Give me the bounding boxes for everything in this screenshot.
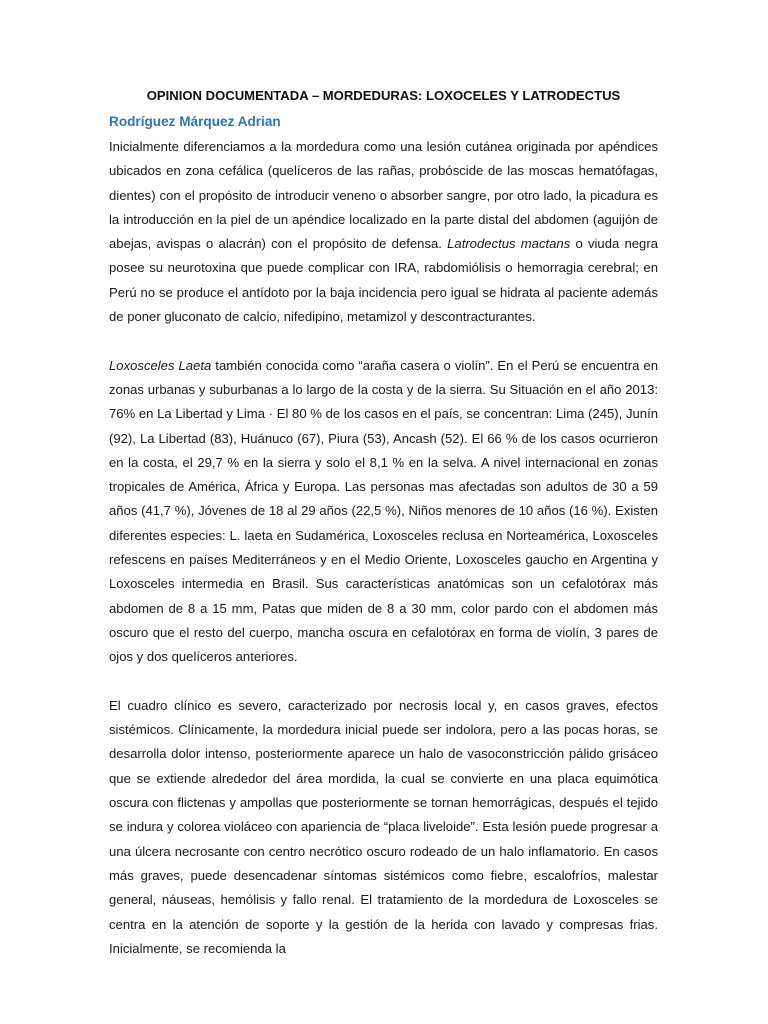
document-body xyxy=(109,86,658,961)
paragraph-spacer xyxy=(109,670,658,694)
species-name-latrodectus: Latrodectus mactans xyxy=(447,236,571,252)
paragraph-spacer xyxy=(109,329,658,353)
species-name-loxosceles: Loxosceles Laeta xyxy=(109,357,212,373)
document-title: OPINION DOCUMENTADA – MORDEDURAS: LOXOCELES Y LATRODECTUS xyxy=(146,88,621,103)
paragraph-1-text-b: o viuda negra posee su neurotoxina que puede complicar con IRA, rabdomiólisis o hemorragia cerebral; en Perú no se produce el antídoto por la baja incidencia pero igual se hidrata al paciente además de poner gluconato de calcio, nifedipino, metamizol y descontracturantes. xyxy=(109,236,658,325)
paragraph-clinical xyxy=(109,694,658,961)
paragraph-definitions xyxy=(109,135,658,329)
author-name: Rodríguez Márquez Adrian xyxy=(109,114,281,129)
paragraph-2-text: también conocida como “araña casera o violín”. En el Perú se encuentra en zonas urbanas y suburbanas a lo largo de la costa y de la sierra. Su Situación en el año 2013: 76% en La Libertad y Lima · El 80 % de los casos en el país, se concentran: Lima (245), Junín (92), La Libertad (83), Huánuco (67), Piura (53), Ancash (52). El 66 % de los casos ocurrieron en la costa, el 29,7 % en la sierra y solo el 8,1 % en la selva. A nivel internacional en zonas tropicales de América, África y Europa. Las personas mas afectadas son adultos de 30 a 59 años (41,7 %), Jóvenes de 18 al 29 años (22,5 %), Niños menores de 10 años (16 %). Existen diferentes especies: L. laeta en Sudamérica, Loxosceles reclusa en Norteamérica, Loxosceles refescens en países Mediterráneos y en el Medio Oriente, Loxosceles gaucho en Argentina y Loxosceles intermedia en Brasil. Sus características anatómicas son un cefalotórax más abdomen de 8 a 15 mm, Patas que miden de 8 a 30 mm, color pardo con el abdomen más oscuro que el resto del cuerpo, mancha oscura en cefalotórax en forma de violín, 3 pares de ojos y dos quelíceros anteriores. xyxy=(109,357,658,665)
paragraph-loxosceles xyxy=(109,354,658,670)
paragraph-3-text: El cuadro clínico es severo, caracterizado por necrosis local y, en casos graves, efectos sistémicos. Clínicamente, la mordedura inicial puede ser indolora, pero a las pocas horas, se desarrolla dolor intenso, posteriormente aparece un halo de vasoconstricción pálido grisáceo que se extiende alrededor del área mordida, la cual se convierte en una placa equimótica oscura con flictenas y ampollas que posteriormente se tornan hemorrágicas, después el tejido se indura y colorea violáceo con apariencia de “placa liveloide”. Esta lesión puede progresar a una úlcera necrosante con centro necrótico oscuro rodeado de un halo inflamatorio. En casos más graves, puede desencadenar síntomas sistémicos como fiebre, escalofríos, malestar general, náuseas, hemólisis y fallo renal. El tratamiento de la mordedura de Loxosceles se centra en la atención de soporte y la gestión de la herida con lavado y compresas frias. Inicialmente, se recomienda la xyxy=(109,697,658,956)
paragraph-1-text-a: Inicialmente diferenciamos a la mordedura como una lesión cutánea originada por apéndices ubicados en zona cefálica (quelíceros de las rañas, probóscide de las moscas hematófagas, dientes) con el propósito de introducir veneno o absorber sangre, por otro lado, la picadura es la introducción en la piel de un apéndice localizado en la parte distal del abdomen (aguijón de abejas, avispas o alacrán) con el propósito de defensa. xyxy=(109,139,658,252)
